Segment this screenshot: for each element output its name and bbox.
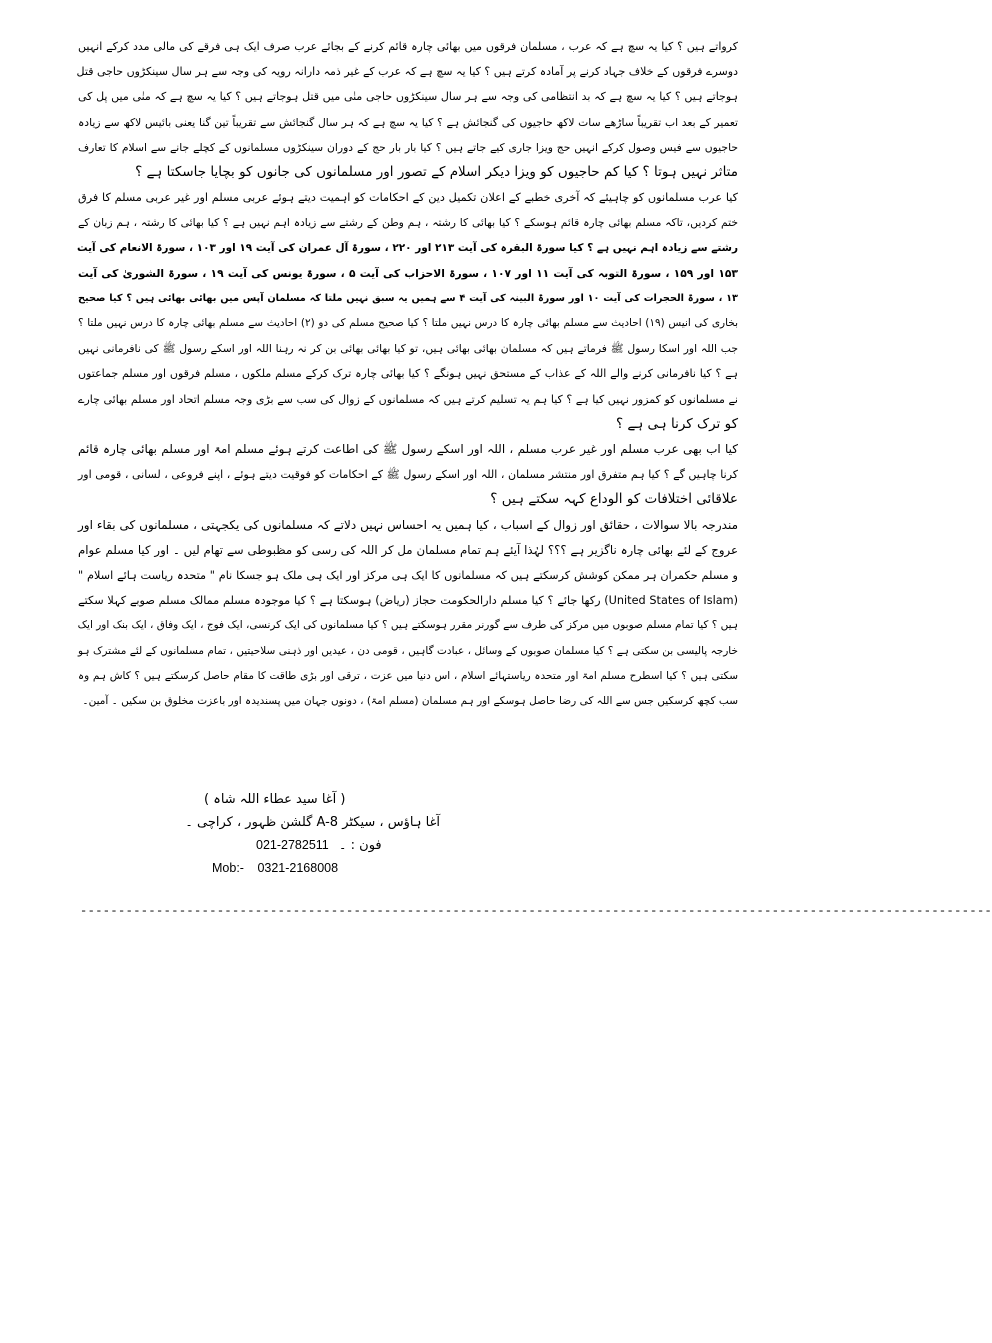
text-line: تعمیر کے بعد اب تقریباً ساڑھے سات لاکھ حاجیوں کی گنجائش ہے ؟ کیا یہ سچ ہے کہ ہر سال گنجائش سے تقریباً تین گنا یعنی بائیس لاکھ سے زیادہ	[78, 115, 738, 129]
text-line: متاثر نہیں ہوتا ؟ کیا کم حاجیوں کو ویزا دیکر اسلام کے تصور اور مسلمانوں کی جانوں کو بچایا جاسکتا ہے ؟	[135, 163, 738, 180]
mobile-number: 0321-2168008	[257, 861, 339, 875]
text-line: مندرجہ بالا سوالات ، حقائق اور زوال کے اسباب ، کیا ہمیں یہ احساس نہیں دلاتے کہ مسلمانوں کی یکجہتی ، مسلمانوں کی بقاء اور	[78, 517, 738, 532]
phone-label: فون : ۔	[338, 838, 382, 853]
text-line: ہیں ؟ کیا تمام مسلم صوبوں میں مرکز کی طرف سے گورنر مقرر ہوسکتے ہیں ؟ کیا مسلمانوں کی ایک کرنسی، ایک فوج ، ایک وفاق ، ایک بنک اور ایک	[77, 619, 738, 632]
text-line: کیا عرب مسلمانوں کو چاہیئے کہ آخری خطبے کے اعلان تکمیل دین کے احکامات کو اہمیت دیتے ہوئے عربی مسلم اور غیر عربی مسلم کا فرق	[78, 191, 738, 205]
text-line: خارجہ پالیسی بن سکتی ہے ؟ کیا مسلمان صوبوں کے وسائل ، عبادت گاہیں ، قومی دن ، عیدیں اور ذہنی سلاحیتیں ، تمام مسلمانوں کے لئے مشترک ہو	[78, 644, 738, 657]
text-line: سکتی ہیں ؟ کیا اسطرح مسلم امۃ اور متحدہ ریاستہائے اسلام ، اس دنیا میں عزت ، ترقی اور بڑی طاقت کا مقام حاصل کرسکتے ہیں ؟ کاش ہم وہ	[78, 669, 738, 682]
signature-block	[185, 788, 440, 880]
text-line: و مسلم حکمران ہر ممکن کوشش کرسکتے ہیں کہ مسلمانوں کا ایک ہی مرکز اور ایک ہی ملک ہو جسکا نام " متحدہ ریاست ہائے اسلام "	[78, 568, 738, 582]
text-line: کو ترک کرنا ہی ہے ؟	[615, 415, 738, 432]
text-line: ہے ؟ کیا نافرمانی کرنے والے اللہ کے عذاب کے مستحق نہیں ہونگے ؟ کیا بھائی چارہ ترک کرکے مسلم ملکوں ، مسلم فرقوں اور مسلم جماعتوں	[78, 367, 738, 381]
text-line: بخاری کی انیس (۱۹) احادیث سے مسلم بھائی چارہ کا درس نہیں ملتا ؟ کیا صحیح مسلم کی دو (۲) احادیث سے مسلم بھائی چارہ کا درس نہیں ملتا ؟	[78, 317, 739, 330]
text-line: رشتے سے زیادہ اہم نہیں ہے ؟ کیا سورۃ البقرہ کی آیت ۲۱۳ اور ۲۲۰ ، سورۃ آل عمران کی آیت ۱۹ اور ۱۰۳ ، سورۃ الانعام کی آیت	[76, 241, 738, 254]
signature-mobile-row	[200, 857, 440, 880]
text-line: کیا اب بھی عرب مسلم اور غیر عرب مسلم ، اللہ اور اسکے رسول ﷺ کی اطاعت کرتے ہوئے مسلم امۃ اور مسلم بھائی چارہ قائم	[78, 442, 738, 456]
signature-address: آغا ہاؤس ، سیکٹر A-8 گلشن ظہور ، کراچی ۔	[185, 815, 440, 830]
signature-phone-row	[200, 834, 440, 857]
text-line: ختم کردیں، تاکہ مسلم بھائی چارہ قائم ہوسکے ؟ کیا بھائی کا رشتہ ، ہم وطن کے رشتے سے زیادہ اہم نہیں ہے ؟ کیا بھائی کا رشتہ ، ہم زبان کے	[78, 216, 738, 230]
text-line: ۱۵۳ اور ۱۵۹ ، سورۃ التوبہ کی آیت ۱۱ اور ۱۰۷ ، سورۃ الاحزاب کی آیت ۵ ، سورۃ یونس کی آیت ۱۹ ، سورۃ الشوریٰ کی آیت	[78, 266, 738, 280]
mobile-label: Mob:-	[212, 861, 244, 875]
text-line: کرنا چاہیں گے ؟ کیا ہم متفرق اور منتشر مسلمان ، اللہ اور اسکے رسول ﷺ کے احکامات کو فوقیت دیتے ہوئے ، اپنے فروعی ، لسانی ، قومی اور	[78, 468, 738, 482]
text-line: ۱۳ ، سورۃ الحجرات کی آیت ۱۰ اور سورۃ البینہ کی آیت ۴ سے ہمیں یہ سبق نہیں ملتا کہ مسلمان آپس میں بھائی بھائی ہیں ؟ کیا صحیح	[78, 292, 738, 304]
text-line: علاقائی اختلافات کو الوداع کہہ سکتے ہیں ؟	[490, 491, 738, 508]
signature-name: ( آغا سید عطاء اللہ شاہ )	[204, 792, 346, 807]
text-line: جب اللہ اور اسکا رسول ﷺ فرماتے ہیں کہ مسلمان بھائی بھائی ہیں، تو کیا بھائی بھائی بن کر نہ رہنا اللہ اور اسکے رسول ﷺ کی نافرمانی نہیں	[78, 342, 738, 356]
text-line: عروج کے لئے بھائی چارہ ناگزیر ہے ؟؟؟ لہٰذا آیئے ہم تمام مسلمان مل کر اللہ کی رسی کو مظبوطی سے تھام لیں ۔ اور کیا مسلم عوام	[78, 542, 738, 557]
document-body	[78, 34, 738, 714]
text-line: سب کچھ کرسکیں جس سے اللہ کی رضا حاصل ہوسکے اور ہم مسلمان (مسلم امۃ) ، دونوں جہان میں پسندیدہ اور باعزت مخلوق بن سکیں ۔ آمین۔	[82, 694, 738, 707]
text-line: کرواتے ہیں ؟ کیا یہ سچ ہے کہ عرب ، مسلمان فرقوں میں بھائی چارہ قائم کرنے کے بجائے عرب صرف ایک ہی فرقے کی مالی مدد کرکے انہیں	[78, 40, 738, 53]
text-line: حاجیوں سے فیس وصول کرکے انہیں حج ویزا جاری کیے جاتے ہیں ؟ کیا بار بار حج کے دوران سینکڑوں مسلمانوں کے کچلے جانے سے اسلام کا تعارف	[78, 140, 738, 154]
text-line: نے مسلمانوں کو کمزور نہیں کیا ہے ؟ کیا ہم یہ تسلیم کرتے ہیں کہ مسلمانوں کے زوال کی سب سے بڑی وجہ مسلم اتحاد اور مسلم بھائی چارے	[78, 392, 738, 406]
text-line: دوسرے فرقوں کے خلاف جہاد کرنے پر آمادہ کرتے ہیں ؟ کیا یہ سچ ہے کہ عرب کے غیر ذمہ دارانہ رویہ کی وجہ سے ہر سال سینکڑوں حاجی قتل	[76, 65, 738, 79]
text-line: (United States of Islam) رکھا جائے ؟ کیا مسلم دارالحکومت حجاز (ریاض) ہوسکتا ہے ؟ کیا موجودہ مسلم ممالک مسلم صوبے کہلا سکتے	[78, 594, 738, 608]
dashed-divider: ------------------------------------------------------------------------------------------------------------------------	[80, 904, 992, 918]
phone-number: 021-2782511	[256, 838, 329, 852]
text-line: ہوجاتے ہیں ؟ کیا یہ سچ ہے کہ بد انتظامی کی وجہ سے ہر سال سینکڑوں حاجی منٰی میں قتل ہوجاتے ہیں ؟ کیا یہ سچ ہے کہ منٰی میں پل کی	[78, 90, 738, 104]
